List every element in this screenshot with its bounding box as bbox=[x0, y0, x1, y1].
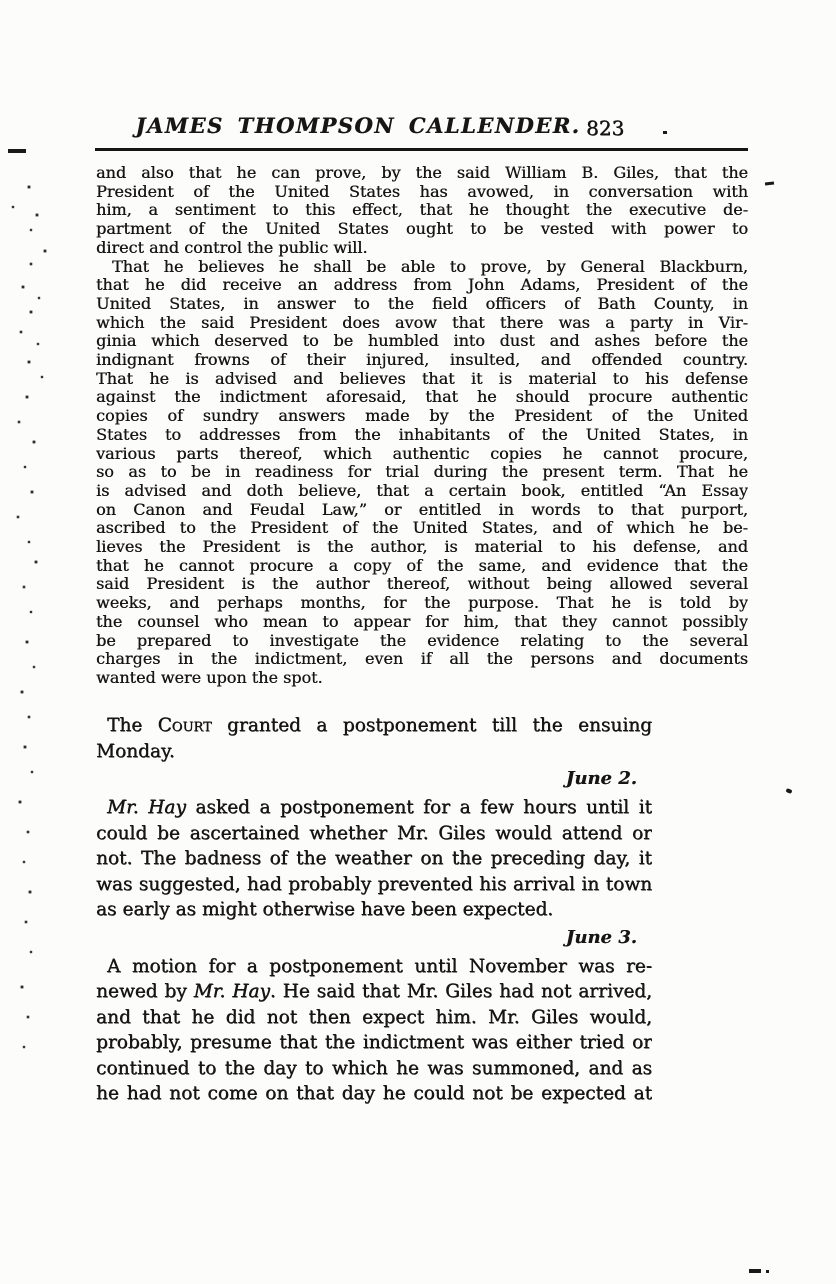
scan-mark bbox=[785, 788, 792, 794]
page-number: 823 bbox=[586, 116, 625, 140]
text-line: charges in the indictment, even if all the persons and documents bbox=[96, 650, 748, 669]
page-header bbox=[96, 113, 620, 139]
text-line: States to addresses from the inhabitants of the United States, in bbox=[96, 425, 748, 444]
scan-mark bbox=[766, 1270, 769, 1273]
text-line: was suggested, had probably prevented his arrival in town bbox=[96, 873, 652, 895]
text-line: ascribed to the President of the United States, and of which he be- bbox=[96, 519, 748, 538]
text-line: him, a sentiment to this effect, that he thought the executive de- bbox=[96, 201, 748, 220]
text-line: so as to be in readiness for trial during the present term. That he bbox=[96, 463, 748, 482]
header-rule bbox=[95, 148, 748, 151]
text-line: is advised and doth believe, that a certain book, entitled “An Essay bbox=[96, 481, 748, 500]
affidavit-text bbox=[96, 164, 748, 688]
text-line: newed by Mr. Hay. He said that Mr. Giles had not arrived, bbox=[96, 981, 652, 1002]
paragraph bbox=[96, 954, 652, 1107]
paragraph bbox=[96, 713, 652, 764]
text-line: direct and control the public will. bbox=[96, 238, 368, 257]
scan-mark bbox=[765, 182, 774, 186]
text-line: ginia which deserved to be humbled into dust and ashes before the bbox=[96, 332, 748, 351]
text-line: probably, presume that the indictment was either tried or bbox=[96, 1032, 652, 1053]
scan-mark bbox=[749, 1269, 761, 1273]
text-line: said President is the author thereof, without being allowed several bbox=[96, 575, 748, 594]
paragraph bbox=[96, 795, 652, 923]
text-line: not. The badness of the weather on the preceding day, it bbox=[96, 848, 652, 869]
text-line: be prepared to investigate the evidence relating to the several bbox=[96, 631, 748, 650]
text-line: that he did receive an address from John Adams, President of the bbox=[96, 276, 748, 295]
text-line: lieves the President is the author, is material to his defense, and bbox=[96, 538, 748, 557]
text-line: wanted were upon the spot. bbox=[96, 668, 323, 687]
text-line: copies of sundry answers made by the President of the United bbox=[96, 407, 748, 426]
text-line: against the indictment aforesaid, that he should procure authentic bbox=[96, 388, 748, 407]
text-line: and that he did not then expect him. Mr. Giles would, bbox=[96, 1006, 652, 1028]
text-line: weeks, and perhaps months, for the purpose. That he is told by bbox=[96, 594, 748, 613]
text-line: The Court granted a postponement till the ensuing bbox=[107, 715, 652, 736]
paragraph bbox=[96, 258, 748, 688]
text-line: he had not come on that day he could not be expected at bbox=[96, 1083, 652, 1104]
text-line: partment of the United States ought to be vested with power to bbox=[96, 220, 748, 239]
text-line: That he believes he shall be able to prove, by General Blackburn, bbox=[112, 257, 748, 276]
text-line: continued to the day to which he was summoned, and as bbox=[96, 1057, 652, 1079]
scan-noise bbox=[0, 0, 2, 2]
text-line: Mr. Hay asked a postponement for a few hours until it bbox=[107, 797, 652, 818]
text-line: as early as might otherwise have been expected. bbox=[96, 899, 554, 920]
text-line: that he cannot procure a copy of the same, and evidence that the bbox=[96, 556, 748, 575]
scan-mark bbox=[8, 149, 26, 153]
text-line: President of the United States has avowed, in conversation with bbox=[96, 182, 748, 201]
text-line: A motion for a postponement until November was re- bbox=[107, 955, 652, 977]
text-line: on Canon and Feudal Law,” or entitled in words to that purport, bbox=[96, 500, 748, 519]
text-line: and also that he can prove, by the said William B. Giles, that the bbox=[96, 164, 748, 182]
text-line: which the said President does avow that there was a party in Vir- bbox=[96, 313, 748, 332]
running-head-title: JAMES THOMPSON CALLENDER. bbox=[135, 113, 581, 138]
text-line: That he is advised and believes that it is material to his defense bbox=[96, 369, 748, 388]
text-line: various parts thereof, which authentic copies he cannot procure, bbox=[96, 444, 748, 463]
text-line: United States, in answer to the field officers of Bath County, in bbox=[96, 294, 748, 313]
dateline: June 3. bbox=[565, 926, 637, 948]
proceedings-text bbox=[96, 710, 652, 1107]
dateline: June 2. bbox=[565, 768, 637, 789]
text-line: indignant frowns of their injured, insulted, and offended country. bbox=[96, 351, 748, 370]
scan-mark bbox=[663, 131, 667, 134]
text-line: the counsel who mean to appear for him, that they cannot possibly bbox=[96, 612, 748, 631]
text-line: Monday. bbox=[96, 740, 175, 762]
paragraph bbox=[96, 164, 748, 258]
text-line: could be ascertained whether Mr. Giles would attend or bbox=[96, 822, 652, 844]
